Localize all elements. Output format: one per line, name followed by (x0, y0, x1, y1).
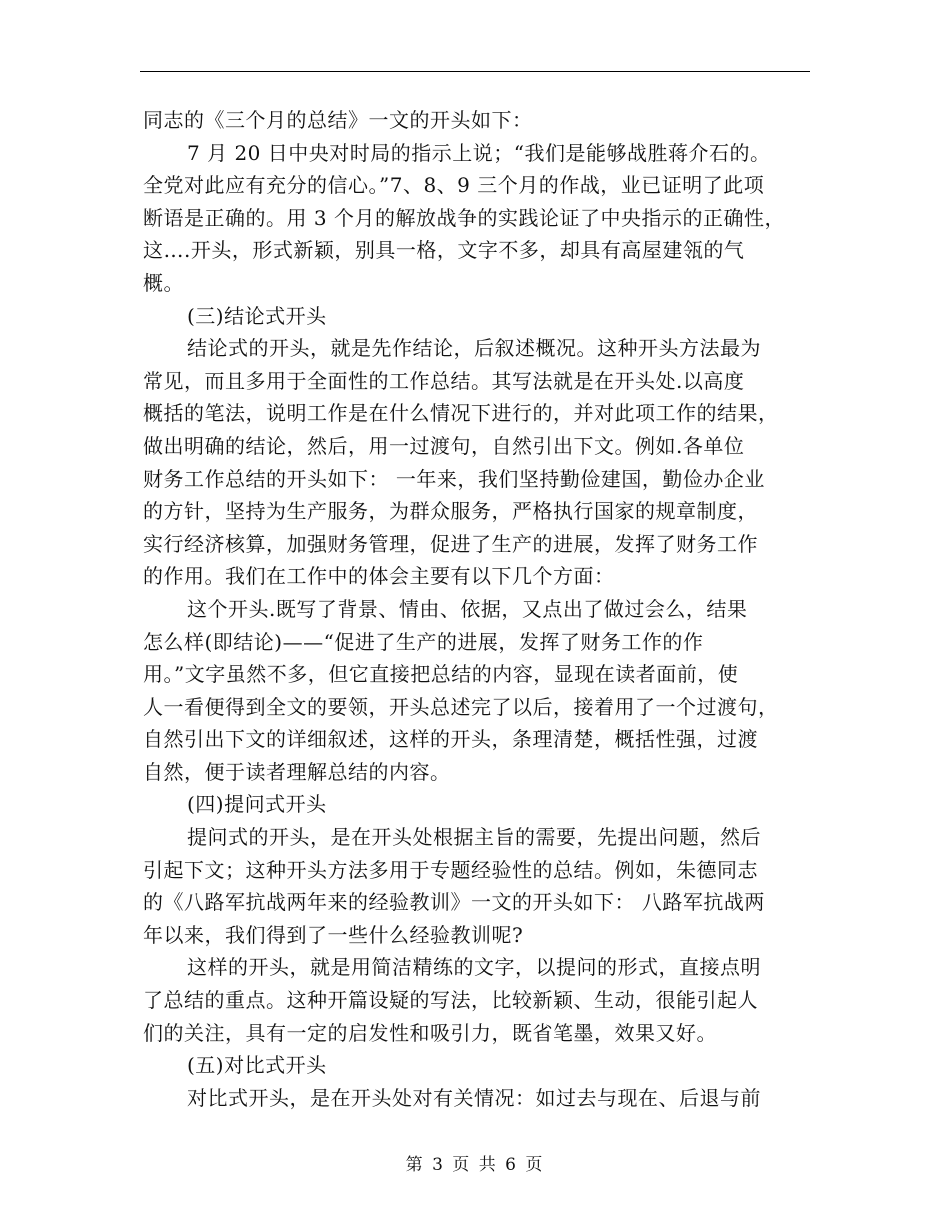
page-number: 第 3 页 共 6 页 (405, 1155, 545, 1175)
text-line: 全党对此应有充分的信心。”7、8、9 三个月的作战，业已证明了此项 (143, 173, 765, 198)
text-line: 自然，便于读者理解总结的内容。 (143, 759, 451, 784)
text-line: 断语是正确的。用 3 个月的解放战争的实践论证了中央指示的正确性， (143, 205, 785, 230)
text-line: 人一看便得到全文的要领，开头总述完了以后，接着用了一个过渡句， (143, 694, 779, 719)
text-line: (三)结论式开头 (187, 303, 327, 328)
text-line: 们的关注，具有一定的启发性和吸引力，既省笔墨，效果又好。 (143, 1020, 717, 1045)
text-line: (五)对比式开头 (187, 1053, 327, 1078)
text-line: 的方针，坚持为生产服务，为群众服务，严格执行国家的规章制度， (143, 499, 758, 524)
text-line: 结论式的开头，就是先作结论，后叙述概况。这种开头方法最为 (187, 336, 761, 361)
text-line: 常见，而且多用于全面性的工作总结。其写法就是在开头处.以高度 (143, 368, 745, 393)
text-line: 这个开头.既写了背景、情由、依据，又点出了做过会么，结果 (187, 596, 748, 621)
text-line: 的作用。我们在工作中的体会主要有以下几个方面： (143, 564, 615, 589)
document-body (143, 104, 823, 1114)
text-line: 做出明确的结论，然后，用一过渡句，自然引出下文。例如.各单位 (143, 433, 745, 458)
text-line: 财务工作总结的开头如下： 一年来，我们坚持勤俭建国，勤俭办企业 (143, 466, 765, 491)
text-line: 引起下文；这种开头方法多用于专题经验性的总结。例如，朱德同志 (143, 857, 758, 882)
text-line: 概括的笔法，说明工作是在什么情况下进行的，并对此项工作的结果， (143, 401, 779, 426)
text-line: 实行经济核算，加强财务管理，促进了生产的进展，发挥了财务工作 (143, 531, 758, 556)
header-rule (140, 71, 810, 72)
text-line: 这样的开头，就是用简洁精练的文字，以提问的形式，直接点明 (187, 955, 761, 980)
text-line: 对比式开头，是在开头处对有关情况：如过去与现在、后退与前 (187, 1085, 761, 1110)
text-line: 自然引出下文的详细叙述，这样的开头，条理清楚，概括性强，过渡 (143, 727, 758, 752)
text-line: 同志的《三个月的总结》一文的开头如下： (143, 108, 533, 132)
text-line: 概。 (143, 270, 184, 295)
text-line: 了总结的重点。这种开篇设疑的写法，比较新颖、生动，很能引起人 (143, 988, 758, 1013)
text-line: 7 月 20 日中央对时局的指示上说；“我们是能够战胜蒋介石的。 (187, 140, 771, 165)
text-line: 提问式的开头，是在开头处根据主旨的需要，先提出问题，然后 (187, 825, 761, 850)
text-line: 这….开头，形式新颖，别具一格，文字不多，却具有高屋建瓴的气 (143, 238, 745, 263)
text-line: 年以来，我们得到了一些什么经验教训呢? (143, 922, 524, 947)
text-line: 怎么样(即结论)——“促进了生产的进展，发挥了财务工作的作 (143, 629, 704, 654)
text-line: 的《八路军抗战两年来的经验教训》一文的开头如下： 八路军抗战两 (143, 890, 765, 915)
text-line: (四)提问式开头 (187, 792, 327, 817)
text-line: 用。”文字虽然不多，但它直接把总结的内容，显现在读者面前，使 (143, 662, 739, 687)
